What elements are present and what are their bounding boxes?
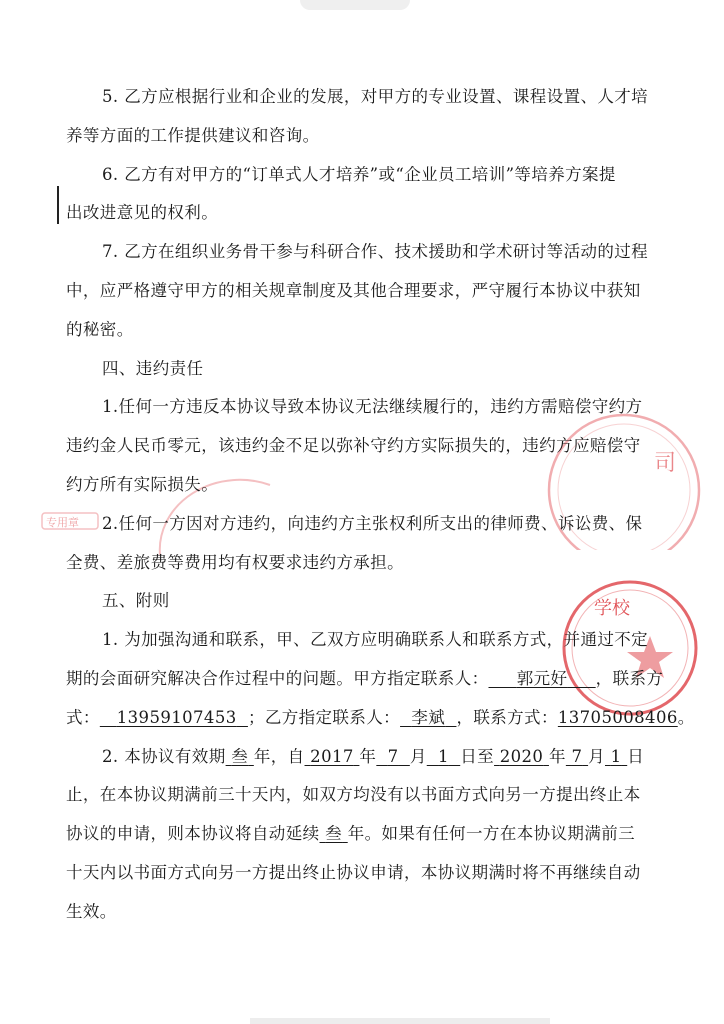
start-day-value: 1 [438, 746, 449, 766]
section-5-p2-line-3 [66, 821, 666, 860]
party-a-contact [489, 669, 596, 688]
text-run: 2. 本协议有效期 [102, 746, 226, 766]
text-run: 年，自 [253, 746, 305, 766]
clause-6-line-2: 出改进意见的权利。 [66, 203, 219, 223]
scan-edge [250, 1018, 550, 1024]
start-day [427, 747, 461, 766]
text-run: 日 [627, 746, 645, 766]
party-a-phone [100, 708, 248, 727]
end-year-value: 2020 [499, 746, 544, 766]
section-4-p1-line-1: 1.任何一方违反本协议导致本协议无法继续履行的，违约方需赔偿守约方 [102, 397, 643, 417]
start-month-value: 7 [387, 746, 399, 766]
clause-7-line-1: 7. 乙方在组织业务骨干参与科研合作、技术援助和学术研讨等活动的过程 [102, 242, 649, 262]
section-5-p2-line-1 [66, 744, 666, 783]
margin-mark [57, 186, 59, 224]
section-5-heading: 五、附则 [102, 591, 170, 611]
party-b-phone: 13705008406 [557, 707, 678, 727]
section-4-p1-line-2: 违约金人民币零元，该违约金不足以弥补守约方实际损失的，违约方应赔偿守 [66, 436, 641, 456]
scan-smudge [300, 0, 410, 10]
clause-5-line-1: 5. 乙方应根据行业和企业的发展，对甲方的专业设置、课程设置、人才培 [102, 87, 649, 106]
end-month-value: 7 [571, 746, 583, 766]
clause-5-line-2: 养等方面的工作提供建议和咨询。 [66, 125, 320, 145]
party-b-contact [400, 708, 456, 727]
agreement-text [66, 84, 695, 938]
section-4-p2-line-1: 2.任何一方因对方违约，向违约方主张权利所支出的律师费、诉讼费、保 [102, 513, 643, 533]
text-run: ；乙方指定联系人： [247, 707, 401, 727]
text-run: ，联系方 [595, 668, 664, 688]
section-5-p1-line-2 [66, 666, 666, 705]
section-5-p2-line-4: 十天内以书面方式向另一方提出终止协议申请，本协议期满时将不再继续自动 [66, 862, 641, 882]
section-4-p2-line-2: 全费、差旅费等费用均有权要求违约方承担。 [66, 552, 404, 572]
start-year-value: 2017 [310, 746, 354, 766]
text-run: 年。如果有任何一方在本协议期满前三 [347, 824, 636, 844]
section-5-p1-line-3 [66, 705, 695, 744]
text-run: 月 [588, 746, 605, 766]
end-year [494, 747, 549, 766]
svg-text:学校: 学校 [594, 598, 630, 619]
text-run: 年 [359, 746, 377, 766]
text-run: 日至 [460, 746, 495, 766]
text-run: ，联系方式： [456, 707, 558, 727]
text-run: 期的会面研究解决合作过程中的问题。甲方指定联系人： [66, 668, 489, 688]
end-day [605, 747, 627, 766]
renew-years-value: 叁 [325, 824, 343, 844]
section-5-p2-line-5: 生效。 [66, 901, 117, 921]
clause-7-line-2: 中，应严格遵守甲方的相关规章制度及其他合理要求，严守履行本协议中获知 [66, 280, 641, 300]
text-run: 式： [66, 707, 100, 727]
term-years-value: 叁 [231, 746, 249, 766]
section-5-p1-line-1: 1. 为加强沟通和联系，甲、乙双方应明确联系人和联系方式，并通过不定 [102, 630, 649, 650]
svg-text:专用章: 专用章 [46, 516, 79, 529]
text-run: 月 [409, 746, 427, 766]
party-a-contact-name: 郭元好 [516, 668, 568, 688]
start-month [376, 747, 410, 766]
svg-text:司: 司 [654, 451, 677, 476]
text-run: 。 [677, 707, 695, 727]
text-run: 协议的申请，则本协议将自动延续 [66, 824, 320, 844]
clause-7-line-3: 的秘密。 [66, 319, 134, 339]
party-b-contact-name: 李斌 [411, 707, 446, 727]
start-year [305, 747, 360, 766]
term-years [226, 747, 254, 766]
text-run: 年 [548, 746, 566, 766]
end-month [566, 747, 588, 766]
party-a-phone-number: 13959107453 [116, 707, 237, 727]
section-4-p1-line-3: 约方所有实际损失。 [66, 474, 219, 494]
end-day-value: 1 [610, 746, 622, 766]
section-4-heading: 四、违约责任 [102, 358, 204, 378]
clause-6-line-1: 6. 乙方有对甲方的“订单式人才培养”或“企业员工培训”等培养方案提 [102, 164, 616, 184]
section-5-p2-line-2: 止，在本协议期满前三十天内，如双方均没有以书面方式向另一方提出终止本 [66, 785, 641, 805]
renew-years [320, 824, 348, 843]
